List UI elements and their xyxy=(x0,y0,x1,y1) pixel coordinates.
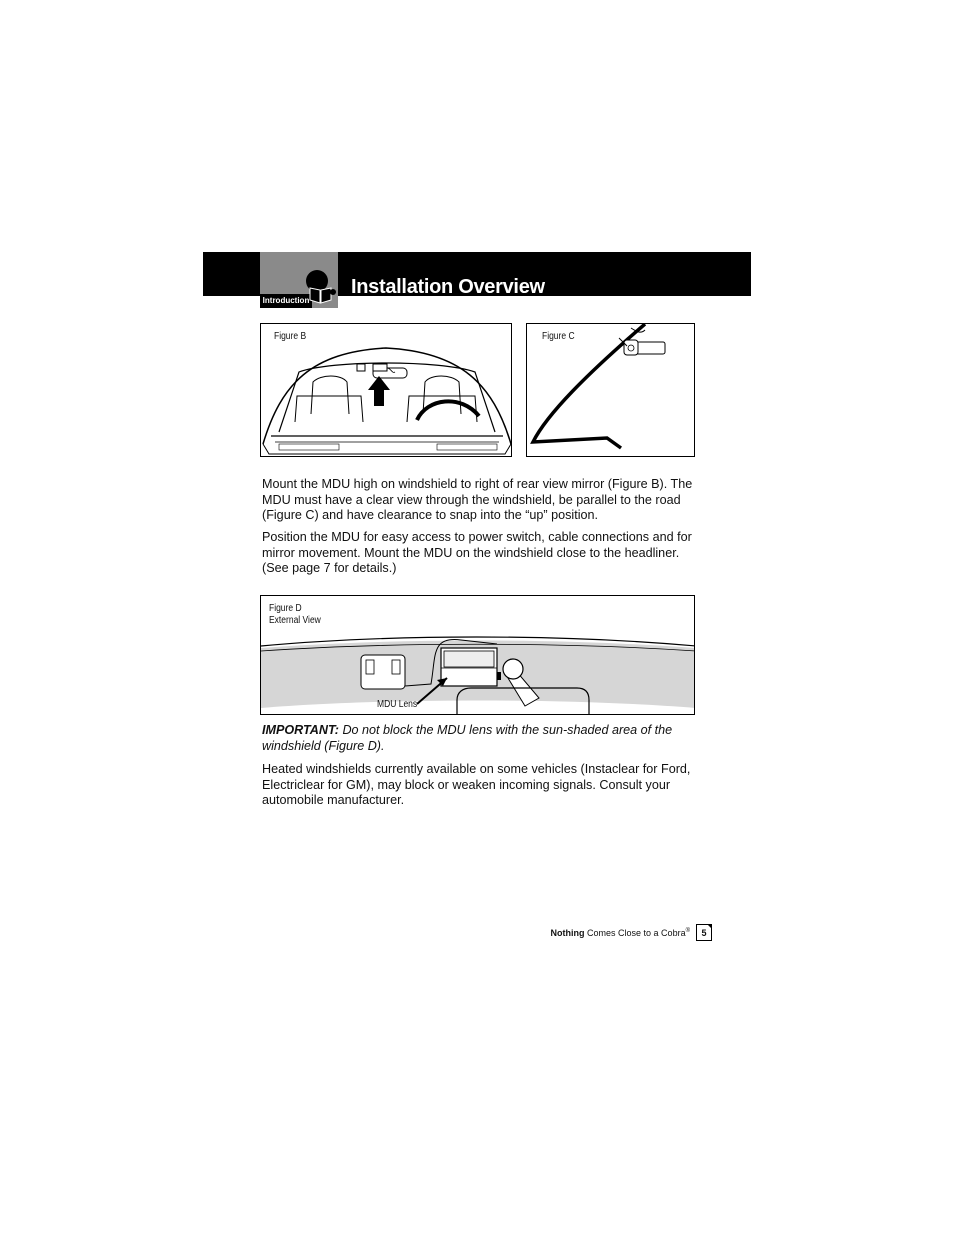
page-number: 5 xyxy=(696,924,712,941)
book-reader-icon xyxy=(305,268,337,304)
figure-d xyxy=(260,595,695,715)
figure-c-label: Figure C xyxy=(542,331,575,342)
important-note xyxy=(262,723,702,754)
footer-tagline xyxy=(480,928,690,938)
page-corner-fold xyxy=(707,924,712,929)
paragraph-access-position: Position the MDU for easy access to power switch, cable connections and for mirror movement. Mount the MDU on the windshield close to the headliner. (See page 7 for details.) xyxy=(262,530,692,576)
page-title: Installation Overview xyxy=(351,276,545,298)
figure-b-label: Figure B xyxy=(274,331,307,342)
windshield-side-illustration xyxy=(527,324,695,457)
important-label: IMPORTANT: xyxy=(262,723,339,737)
mdu-lens-callout: MDU Lens xyxy=(377,699,418,710)
figure-d-sublabel: External View xyxy=(269,615,321,626)
important-text: Do not block the MDU lens with the sun-shaded area of the windshield (Figure D). xyxy=(262,723,673,753)
section-tab-label: Introduction xyxy=(260,294,312,308)
footer-tagline-rest: Comes Close to a Cobra xyxy=(587,928,686,938)
rear-window-illustration xyxy=(261,324,512,457)
paragraph-mount-position: Mount the MDU high on windshield to right of rear view mirror (Figure B). The MDU must have a clear view through the windshield, be parallel to the road (Figure C) and have clearance to snap into the “up” position. xyxy=(262,477,693,523)
figure-d-label: Figure D xyxy=(269,603,302,614)
figure-b xyxy=(260,323,512,457)
footer-tagline-strong: Nothing xyxy=(550,928,585,938)
external-windshield-illustration xyxy=(261,596,695,715)
figure-c xyxy=(526,323,695,457)
registered-mark: ® xyxy=(685,928,690,934)
paragraph-heated-windshields: Heated windshields currently available on some vehicles (Instaclear for Ford, Electriclear for GM), may block or weaken incoming signals. Consult your automobile manufacturer. xyxy=(262,762,691,808)
